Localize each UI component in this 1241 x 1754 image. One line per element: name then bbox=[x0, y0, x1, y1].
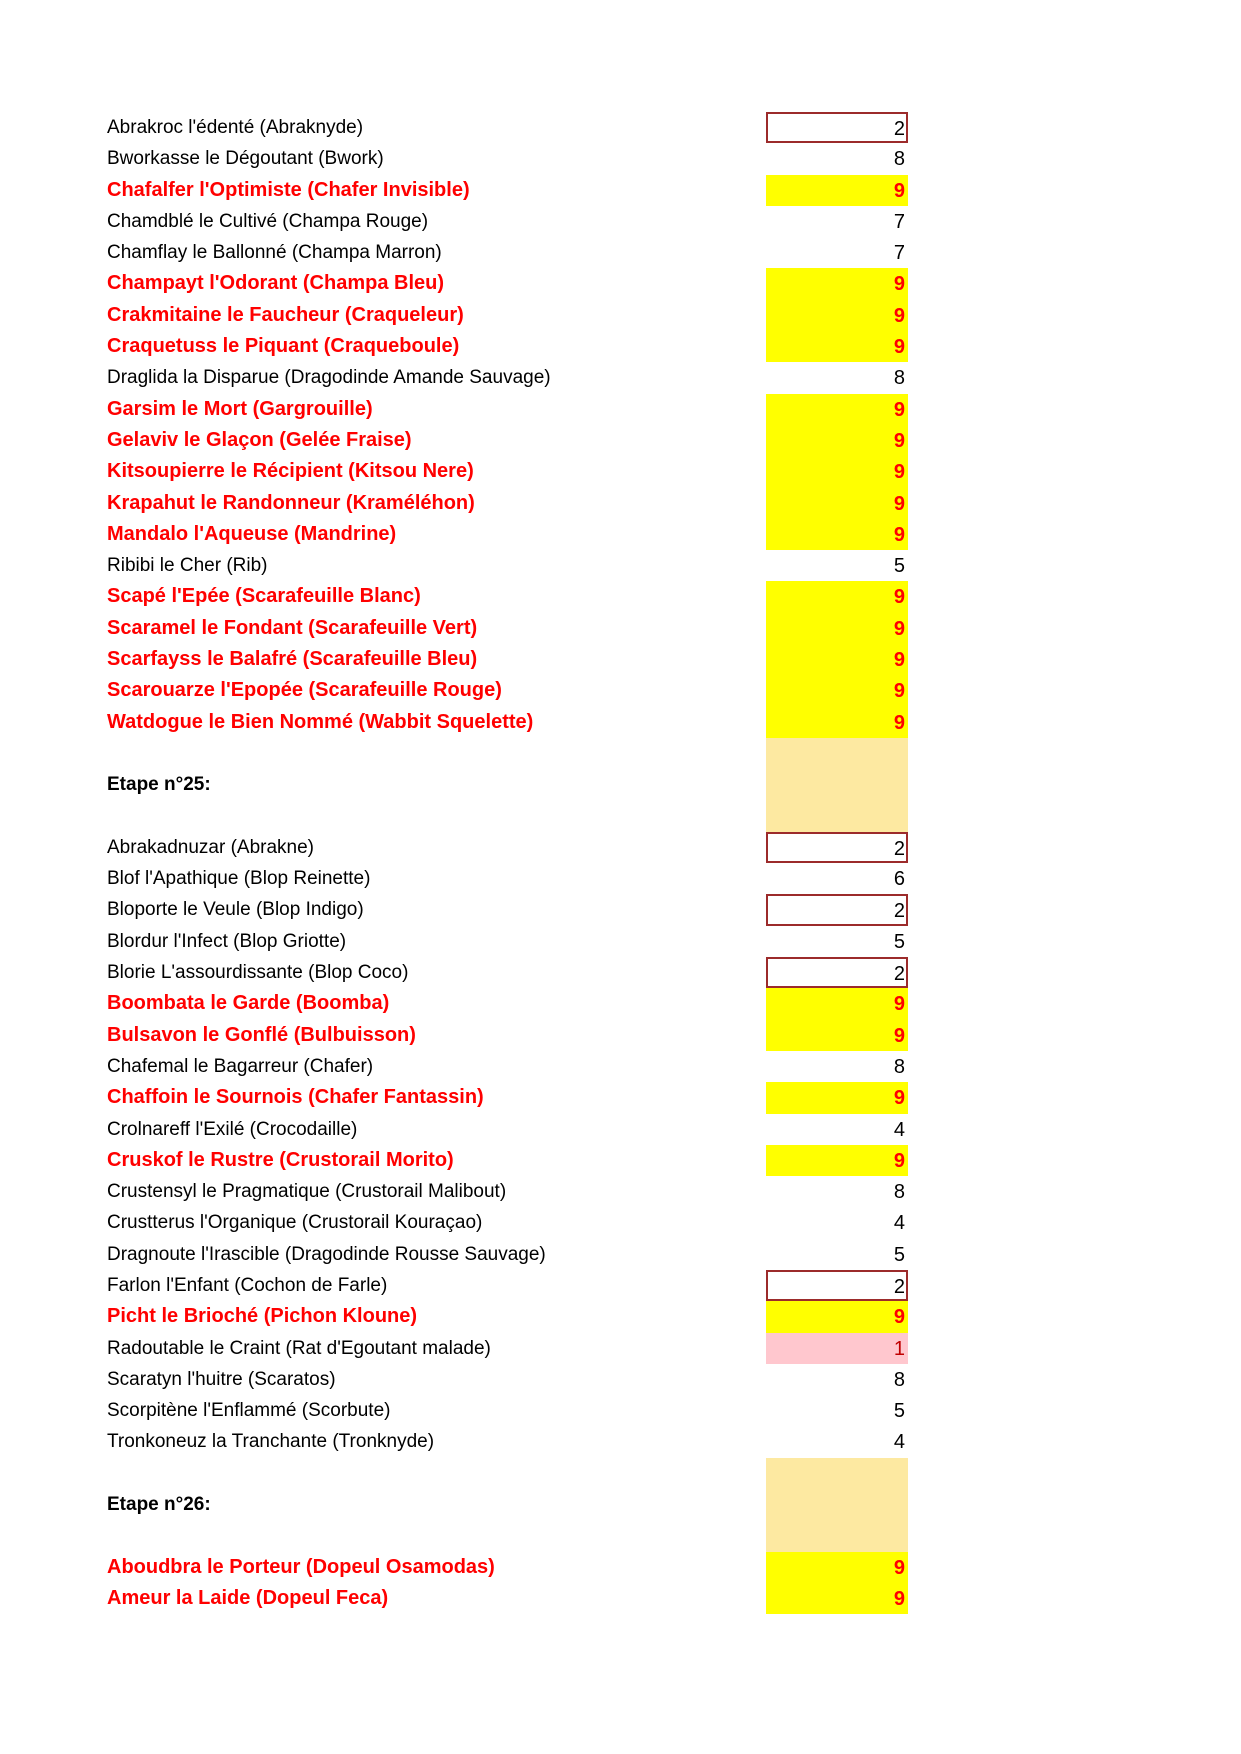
row-label: Chafalfer l'Optimiste (Chafer Invisible) bbox=[107, 178, 470, 201]
empty-cell[interactable] bbox=[766, 738, 908, 769]
row-value[interactable]: 9 bbox=[766, 425, 908, 456]
table-row bbox=[0, 1270, 1241, 1301]
row-label: Crakmitaine le Faucheur (Craqueleur) bbox=[107, 303, 464, 326]
table-row bbox=[0, 175, 1241, 206]
table-row bbox=[0, 1364, 1241, 1395]
row-label: Bworkasse le Dégoutant (Bwork) bbox=[107, 148, 384, 170]
table-row bbox=[0, 1145, 1241, 1176]
row-value[interactable]: 9 bbox=[766, 1020, 908, 1051]
row-value[interactable]: 9 bbox=[766, 581, 908, 612]
row-value[interactable]: 9 bbox=[766, 268, 908, 299]
row-value[interactable]: 8 bbox=[893, 1368, 905, 1391]
row-label: Watdogue le Bien Nommé (Wabbit Squelette) bbox=[107, 710, 534, 733]
table-row bbox=[0, 926, 1241, 957]
empty-cell[interactable] bbox=[766, 769, 908, 800]
row-value[interactable]: 2 bbox=[766, 832, 908, 863]
row-label: Crustterus l'Organique (Crustorail Kouraçao) bbox=[107, 1212, 483, 1234]
table-row bbox=[0, 1114, 1241, 1145]
row-label: Bloporte le Veule (Blop Indigo) bbox=[107, 899, 364, 921]
row-value[interactable]: 9 bbox=[766, 707, 908, 738]
row-value[interactable]: 9 bbox=[766, 1301, 908, 1332]
empty-cell[interactable] bbox=[766, 1520, 908, 1551]
table-row bbox=[0, 394, 1241, 425]
table-row bbox=[0, 519, 1241, 550]
row-value[interactable]: 2 bbox=[766, 112, 908, 143]
row-label: Ameur la Laide (Dopeul Feca) bbox=[107, 1586, 389, 1609]
row-value[interactable]: 8 bbox=[893, 1055, 905, 1078]
row-value[interactable]: 5 bbox=[893, 555, 905, 578]
row-label: Radoutable le Craint (Rat d'Egoutant malade) bbox=[107, 1337, 491, 1359]
row-label: Mandalo l'Aqueuse (Mandrine) bbox=[107, 522, 397, 545]
row-value[interactable]: 5 bbox=[893, 1243, 905, 1266]
table-row bbox=[0, 331, 1241, 362]
row-value[interactable]: 9 bbox=[766, 1145, 908, 1176]
row-label: Boombata le Garde (Boomba) bbox=[107, 992, 390, 1015]
row-label: Crustensyl le Pragmatique (Crustorail Malibout) bbox=[107, 1181, 507, 1203]
row-label: Blordur l'Infect (Blop Griotte) bbox=[107, 930, 347, 952]
row-value[interactable]: 9 bbox=[766, 331, 908, 362]
row-value[interactable]: 5 bbox=[893, 930, 905, 953]
row-label: Abrakadnuzar (Abrakne) bbox=[107, 836, 314, 858]
table-row bbox=[0, 581, 1241, 612]
table-row bbox=[0, 456, 1241, 487]
row-value[interactable]: 8 bbox=[893, 367, 905, 390]
row-value[interactable]: 9 bbox=[766, 394, 908, 425]
row-label: Chafemal le Bagarreur (Chafer) bbox=[107, 1055, 374, 1077]
table-row bbox=[0, 644, 1241, 675]
section-header-etape-26 bbox=[0, 1489, 1241, 1520]
spacer-row bbox=[0, 801, 1241, 832]
row-label: Aboudbra le Porteur (Dopeul Osamodas) bbox=[107, 1555, 495, 1578]
section-header-etape-25 bbox=[0, 769, 1241, 800]
row-label: Cruskof le Rustre (Crustorail Morito) bbox=[107, 1148, 454, 1171]
row-value[interactable]: 9 bbox=[766, 1583, 908, 1614]
table-row bbox=[0, 1051, 1241, 1082]
row-label: Dragnoute l'Irascible (Dragodinde Rousse Sauvage) bbox=[107, 1243, 546, 1265]
table-row bbox=[0, 268, 1241, 299]
row-label: Scorpitène l'Enflammé (Scorbute) bbox=[107, 1400, 391, 1422]
table-row bbox=[0, 488, 1241, 519]
table-row bbox=[0, 112, 1241, 143]
table-row bbox=[0, 832, 1241, 863]
empty-cell[interactable] bbox=[766, 1458, 908, 1489]
table-row bbox=[0, 707, 1241, 738]
row-label: Champayt l'Odorant (Champa Bleu) bbox=[107, 272, 445, 295]
table-row bbox=[0, 550, 1241, 581]
row-label: Krapahut le Randonneur (Kraméléhon) bbox=[107, 491, 475, 514]
spacer-row bbox=[0, 1520, 1241, 1551]
table-row bbox=[0, 1583, 1241, 1614]
table-row bbox=[0, 237, 1241, 268]
row-value[interactable]: 4 bbox=[893, 1212, 905, 1235]
row-value[interactable]: 9 bbox=[766, 488, 908, 519]
row-value[interactable]: 2 bbox=[766, 1270, 908, 1301]
table-row bbox=[0, 1239, 1241, 1270]
row-value[interactable]: 7 bbox=[893, 210, 905, 233]
table-row bbox=[0, 362, 1241, 393]
table-row bbox=[0, 988, 1241, 1019]
table-row bbox=[0, 1552, 1241, 1583]
row-value[interactable]: 9 bbox=[766, 1552, 908, 1583]
table-row bbox=[0, 894, 1241, 925]
row-value[interactable]: 9 bbox=[766, 988, 908, 1019]
row-value[interactable]: 2 bbox=[766, 957, 908, 988]
row-label: Scapé l'Epée (Scarafeuille Blanc) bbox=[107, 585, 421, 608]
row-value[interactable]: 9 bbox=[766, 613, 908, 644]
spacer-row bbox=[0, 1458, 1241, 1489]
row-label: Scarouarze l'Epopée (Scarafeuille Rouge) bbox=[107, 679, 502, 702]
table-row bbox=[0, 1426, 1241, 1457]
row-value[interactable]: 9 bbox=[766, 456, 908, 487]
table-row bbox=[0, 1395, 1241, 1426]
row-label: Gelaviv le Glaçon (Gelée Fraise) bbox=[107, 428, 412, 451]
row-value[interactable]: 9 bbox=[766, 175, 908, 206]
row-label: Crolnareff l'Exilé (Crocodaille) bbox=[107, 1118, 358, 1140]
empty-cell[interactable] bbox=[766, 801, 908, 832]
table-row bbox=[0, 863, 1241, 894]
row-value[interactable]: 9 bbox=[766, 644, 908, 675]
spacer-row bbox=[0, 738, 1241, 769]
row-value[interactable]: 4 bbox=[893, 1118, 905, 1141]
row-label: Picht le Brioché (Pichon Kloune) bbox=[107, 1305, 418, 1328]
row-label: Craquetuss le Piquant (Craqueboule) bbox=[107, 335, 460, 358]
table-row bbox=[0, 300, 1241, 331]
row-value[interactable]: 9 bbox=[766, 1082, 908, 1113]
row-value[interactable]: 4 bbox=[893, 1431, 905, 1454]
row-label: Farlon l'Enfant (Cochon de Farle) bbox=[107, 1274, 388, 1296]
spreadsheet bbox=[0, 112, 1241, 1614]
row-label: Ribibi le Cher (Rib) bbox=[107, 555, 268, 577]
row-value[interactable]: 2 bbox=[766, 894, 908, 925]
row-label: Abrakroc l'édenté (Abraknyde) bbox=[107, 117, 364, 138]
row-label: Chamflay le Ballonné (Champa Marron) bbox=[107, 242, 442, 264]
table-row bbox=[0, 613, 1241, 644]
row-value[interactable]: 1 bbox=[766, 1333, 908, 1364]
row-value[interactable]: 7 bbox=[893, 242, 905, 265]
section-title: Etape n°26: bbox=[107, 1494, 211, 1516]
row-label: Scaramel le Fondant (Scarafeuille Vert) bbox=[107, 616, 478, 639]
table-row bbox=[0, 675, 1241, 706]
row-label: Bulsavon le Gonflé (Bulbuisson) bbox=[107, 1023, 416, 1046]
row-value[interactable]: 9 bbox=[766, 300, 908, 331]
row-label: Scaratyn l'huitre (Scaratos) bbox=[107, 1368, 336, 1390]
row-value[interactable]: 9 bbox=[766, 675, 908, 706]
table-row bbox=[0, 957, 1241, 988]
section-title: Etape n°25: bbox=[107, 774, 211, 796]
row-value[interactable]: 8 bbox=[893, 148, 905, 171]
row-label: Chamdblé le Cultivé (Champa Rouge) bbox=[107, 210, 429, 232]
table-row bbox=[0, 1020, 1241, 1051]
row-label: Chaffoin le Sournois (Chafer Fantassin) bbox=[107, 1086, 484, 1109]
row-value[interactable]: 5 bbox=[893, 1400, 905, 1423]
row-label: Draglida la Disparue (Dragodinde Amande Sauvage) bbox=[107, 367, 551, 389]
table-row bbox=[0, 206, 1241, 237]
table-row bbox=[0, 1301, 1241, 1332]
table-row bbox=[0, 1207, 1241, 1238]
row-value[interactable]: 6 bbox=[893, 868, 905, 891]
table-row bbox=[0, 1333, 1241, 1364]
row-label: Blof l'Apathique (Blop Reinette) bbox=[107, 868, 371, 890]
table-row bbox=[0, 425, 1241, 456]
table-row bbox=[0, 1082, 1241, 1113]
row-label: Blorie L'assourdissante (Blop Coco) bbox=[107, 962, 409, 984]
row-label: Scarfayss le Balafré (Scarafeuille Bleu) bbox=[107, 648, 478, 671]
row-label: Tronkoneuz la Tranchante (Tronknyde) bbox=[107, 1431, 435, 1453]
table-row bbox=[0, 143, 1241, 174]
row-label: Kitsoupierre le Récipient (Kitsou Nere) bbox=[107, 460, 474, 483]
row-label: Garsim le Mort (Gargrouille) bbox=[107, 397, 373, 420]
row-value[interactable]: 9 bbox=[766, 519, 908, 550]
row-value[interactable]: 8 bbox=[893, 1181, 905, 1204]
table-row bbox=[0, 1176, 1241, 1207]
empty-cell[interactable] bbox=[766, 1489, 908, 1520]
